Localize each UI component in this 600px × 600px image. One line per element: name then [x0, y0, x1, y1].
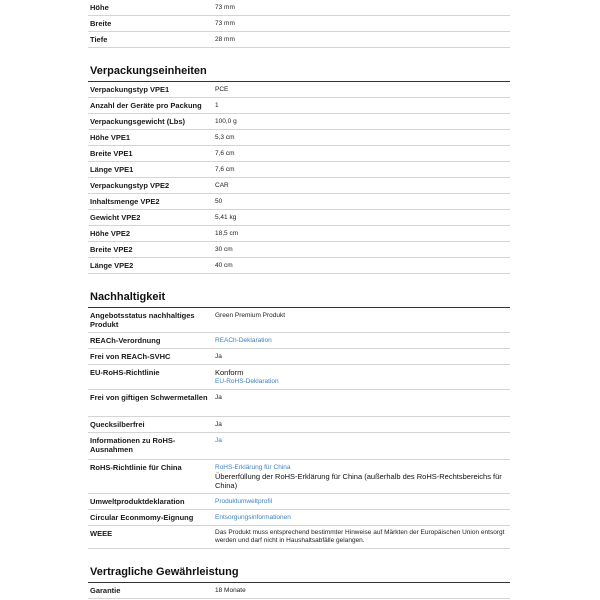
row-value: 5,41 kg	[214, 210, 510, 226]
row-label: Verpackungsgewicht (Lbs)	[88, 114, 214, 130]
row-label: Gewicht VPE2	[88, 210, 214, 226]
table-row	[88, 226, 510, 242]
row-value: Ja	[214, 417, 510, 433]
row-label: Frei von REACh-SVHC	[88, 349, 214, 365]
row-value: 30 cm	[214, 242, 510, 258]
row-value: 28 mm	[214, 32, 510, 48]
table-row	[88, 526, 510, 549]
reach-declaration-link[interactable]: REACh-Deklaration	[215, 337, 272, 344]
row-value: 50	[214, 194, 510, 210]
row-value: 100,0 g	[214, 114, 510, 130]
row-value: Übererfüllung der RoHS-Erklärung für China (außerhalb des RoHS-Rechtsbereichs für China)	[215, 472, 502, 490]
row-label: Tiefe	[88, 32, 214, 48]
product-environment-profile-link[interactable]: Produktumweltprofil	[215, 498, 273, 505]
product-datasheet	[88, 0, 510, 599]
table-row	[88, 194, 510, 210]
row-value: Konform	[215, 368, 244, 377]
table-row	[88, 32, 510, 48]
row-label: Länge VPE2	[88, 258, 214, 274]
row-label: Garantie	[88, 583, 214, 599]
row-label: Inhaltsmenge VPE2	[88, 194, 214, 210]
section-title-sustainability: Nachhaltigkeit	[88, 291, 510, 308]
row-value: 7,6 cm	[214, 162, 510, 178]
row-value: 1	[214, 98, 510, 114]
row-label: Anzahl der Geräte pro Packung	[88, 98, 214, 114]
row-value: PCE	[214, 82, 510, 98]
eu-rohs-declaration-link[interactable]: EU-RoHS-Deklaration	[215, 378, 279, 385]
row-label: Angebotsstatus nachhaltiges Produkt	[88, 308, 214, 333]
row-label: Umweltproduktdeklaration	[88, 494, 214, 510]
row-label: Länge VPE1	[88, 162, 214, 178]
table-row	[88, 98, 510, 114]
row-label: Verpackungstyp VPE1	[88, 82, 214, 98]
rohs-exemptions-link[interactable]: Ja	[215, 437, 222, 444]
table-row	[88, 82, 510, 98]
row-value: 7,6 cm	[214, 146, 510, 162]
row-label: Informationen zu RoHS-Ausnahmen	[88, 433, 214, 460]
row-label: Höhe VPE1	[88, 130, 214, 146]
packaging-table	[88, 82, 510, 274]
row-value: Das Produkt muss entsprechend bestimmter Hinweise auf Märkten der Europäischen Union entsorgt werden und darf nicht in Haushaltsabfälle gelangen.	[214, 526, 510, 549]
table-row	[88, 242, 510, 258]
row-value: 40 cm	[214, 258, 510, 274]
table-row	[88, 433, 510, 460]
row-label: WEEE	[88, 526, 214, 549]
row-label: EU-RoHS-Richtlinie	[88, 365, 214, 390]
disposal-info-link[interactable]: Entsorgungsinformationen	[215, 514, 291, 521]
table-row	[88, 258, 510, 274]
sustainability-table	[88, 308, 510, 549]
table-row	[88, 114, 510, 130]
row-value: 73 mm	[214, 16, 510, 32]
row-label: Höhe VPE2	[88, 226, 214, 242]
table-row	[88, 130, 510, 146]
table-row	[88, 365, 510, 390]
row-label: Breite	[88, 16, 214, 32]
row-label: Breite VPE2	[88, 242, 214, 258]
table-row	[88, 390, 510, 417]
row-label: REACh-Verordnung	[88, 333, 214, 349]
row-label: Verpackungstyp VPE2	[88, 178, 214, 194]
row-value: 5,3 cm	[214, 130, 510, 146]
dimensions-table	[88, 0, 510, 48]
row-label: Höhe	[88, 0, 214, 16]
row-value: 73 mm	[214, 0, 510, 16]
table-row	[88, 178, 510, 194]
table-row	[88, 210, 510, 226]
row-label: Frei von giftigen Schwermetallen	[88, 390, 214, 417]
table-row	[88, 16, 510, 32]
row-label: Quecksilberfrei	[88, 417, 214, 433]
table-row	[88, 494, 510, 510]
section-title-warranty: Vertragliche Gewährleistung	[88, 566, 510, 583]
row-value: Green Premium Produkt	[214, 308, 510, 333]
table-row	[88, 333, 510, 349]
row-value: 18 Monate	[214, 583, 510, 599]
table-row	[88, 460, 510, 494]
row-value: Ja	[214, 349, 510, 365]
table-row	[88, 583, 510, 599]
rohs-china-declaration-link[interactable]: RoHS-Erklärung für China	[215, 464, 291, 471]
row-value: 18,5 cm	[214, 226, 510, 242]
row-value: CAR	[214, 178, 510, 194]
row-label: Breite VPE1	[88, 146, 214, 162]
table-row	[88, 146, 510, 162]
row-label: Circular Econmomy-Eignung	[88, 510, 214, 526]
table-row	[88, 417, 510, 433]
row-label: RoHS-Richtlinie für China	[88, 460, 214, 494]
table-row	[88, 349, 510, 365]
table-row	[88, 308, 510, 333]
section-title-packaging: Verpackungseinheiten	[88, 65, 510, 82]
warranty-table	[88, 583, 510, 599]
table-row	[88, 0, 510, 16]
table-row	[88, 162, 510, 178]
row-value: Ja	[214, 390, 510, 417]
table-row	[88, 510, 510, 526]
